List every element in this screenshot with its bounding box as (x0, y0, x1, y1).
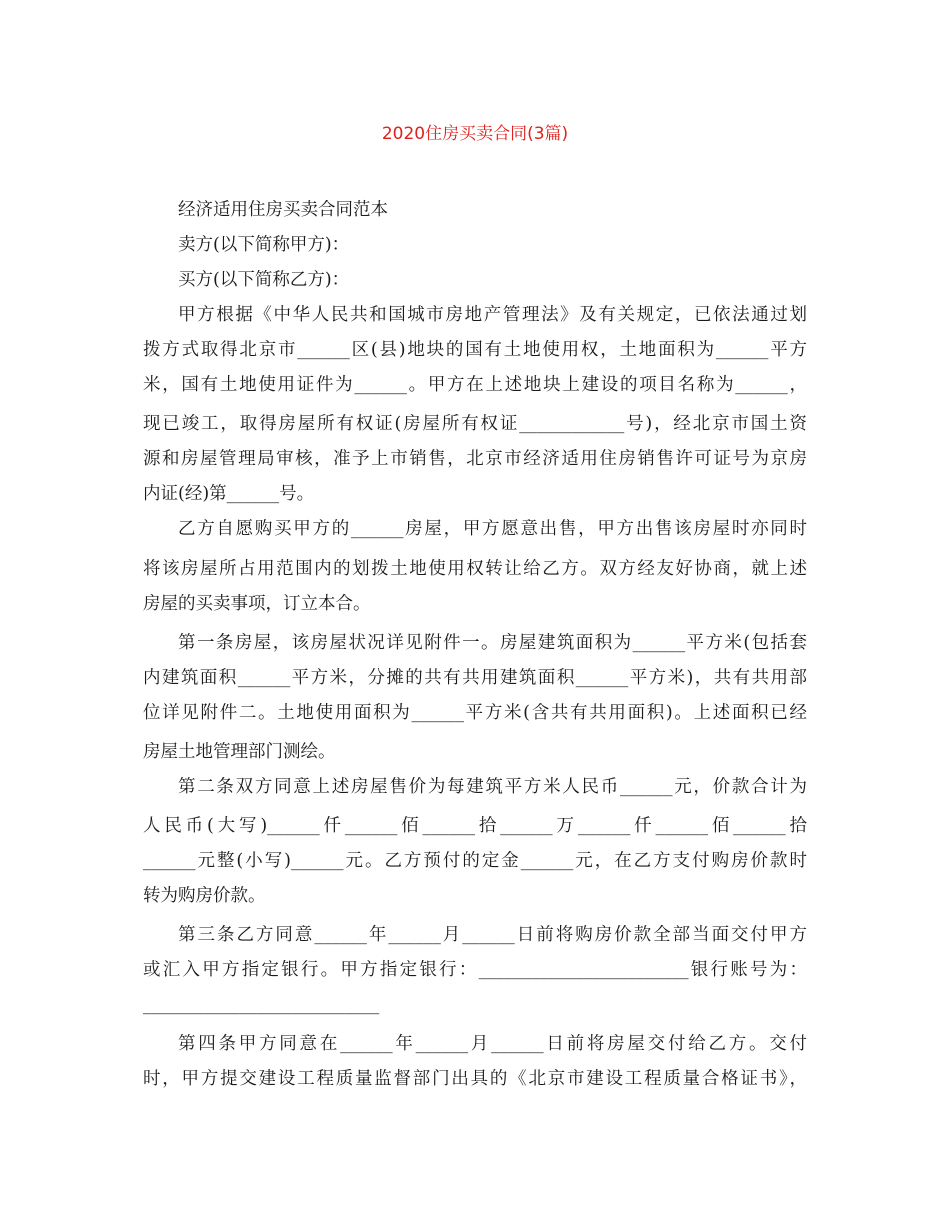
paragraph-line: 位详见附件二。土地使用面积为______平方米(含共有共用面积)。上述面积已经 (143, 703, 807, 723)
paragraph-line: 源和房屋管理局审核，准予上市销售，北京市经济适用住房销售许可证号为京房 (143, 449, 807, 469)
paragraph-line: 买方(以下简称乙方)： (178, 270, 350, 290)
paragraph-line: 将该房屋所占用范围内的划拨土地使用权转让给乙方。双方经友好协商，就上述 (143, 559, 807, 579)
paragraph-line: 拨方式取得北京市______区(县)地块的国有土地使用权，土地面积为______平方 (143, 340, 807, 360)
paragraph-line: 米，国有土地使用证件为______。甲方在上述地块上建设的项目名称为______， (143, 375, 807, 395)
document-title: 2020住房买卖合同(3篇) (381, 124, 569, 144)
paragraph-line: 转为购房价款。 (143, 886, 266, 906)
paragraph-line: 时，甲方提交建设工程质量监督部门出具的《北京市建设工程质量合格证书》， (143, 1069, 807, 1089)
paragraph-line: 或汇入甲方指定银行。甲方指定银行：________________________银行账号为： (143, 960, 807, 980)
paragraph-line: 甲方根据《中华人民共和国城市房地产管理法》及有关规定，已依法通过划 (178, 305, 807, 325)
paragraph-line: 第二条双方同意上述房屋售价为每建筑平方米人民币______元，价款合计为 (178, 777, 807, 797)
paragraph-line: 第一条房屋，该房屋状况详见附件一。房屋建筑面积为______平方米(包括套 (178, 633, 807, 653)
paragraph-line: 内证(经)第______号。 (143, 484, 315, 504)
paragraph-line: 经济适用住房买卖合同范本 (178, 200, 388, 220)
paragraph-line: 乙方自愿购买甲方的______房屋，甲方愿意出售，甲方出售该房屋时亦同时 (178, 519, 807, 539)
paragraph-line: ___________________________ (143, 995, 380, 1015)
paragraph-line: 卖方(以下简称甲方)： (178, 235, 350, 255)
paragraph-line: 房屋的买卖事项，订立本合。 (143, 594, 371, 614)
paragraph-line: 人民币(大写)______仟______佰______拾______万______仟______佰______拾 (143, 816, 807, 836)
paragraph-line: 第四条甲方同意在______年______月______日前将房屋交付给乙方。交付 (178, 1034, 807, 1054)
paragraph-line: ______元整(小写)______元。乙方预付的定金______元，在乙方支付购房价款时 (143, 851, 807, 871)
paragraph-line: 现已竣工，取得房屋所有权证(房屋所有权证____________号)，经北京市国土资 (143, 414, 807, 434)
paragraph-line: 内建筑面积______平方米，分摊的共有共用建筑面积______平方米)，共有共用部 (143, 668, 807, 688)
paragraph-line: 第三条乙方同意______年______月______日前将购房价款全部当面交付甲方 (178, 925, 807, 945)
paragraph-line: 房屋土地管理部门测绘。 (143, 742, 336, 762)
